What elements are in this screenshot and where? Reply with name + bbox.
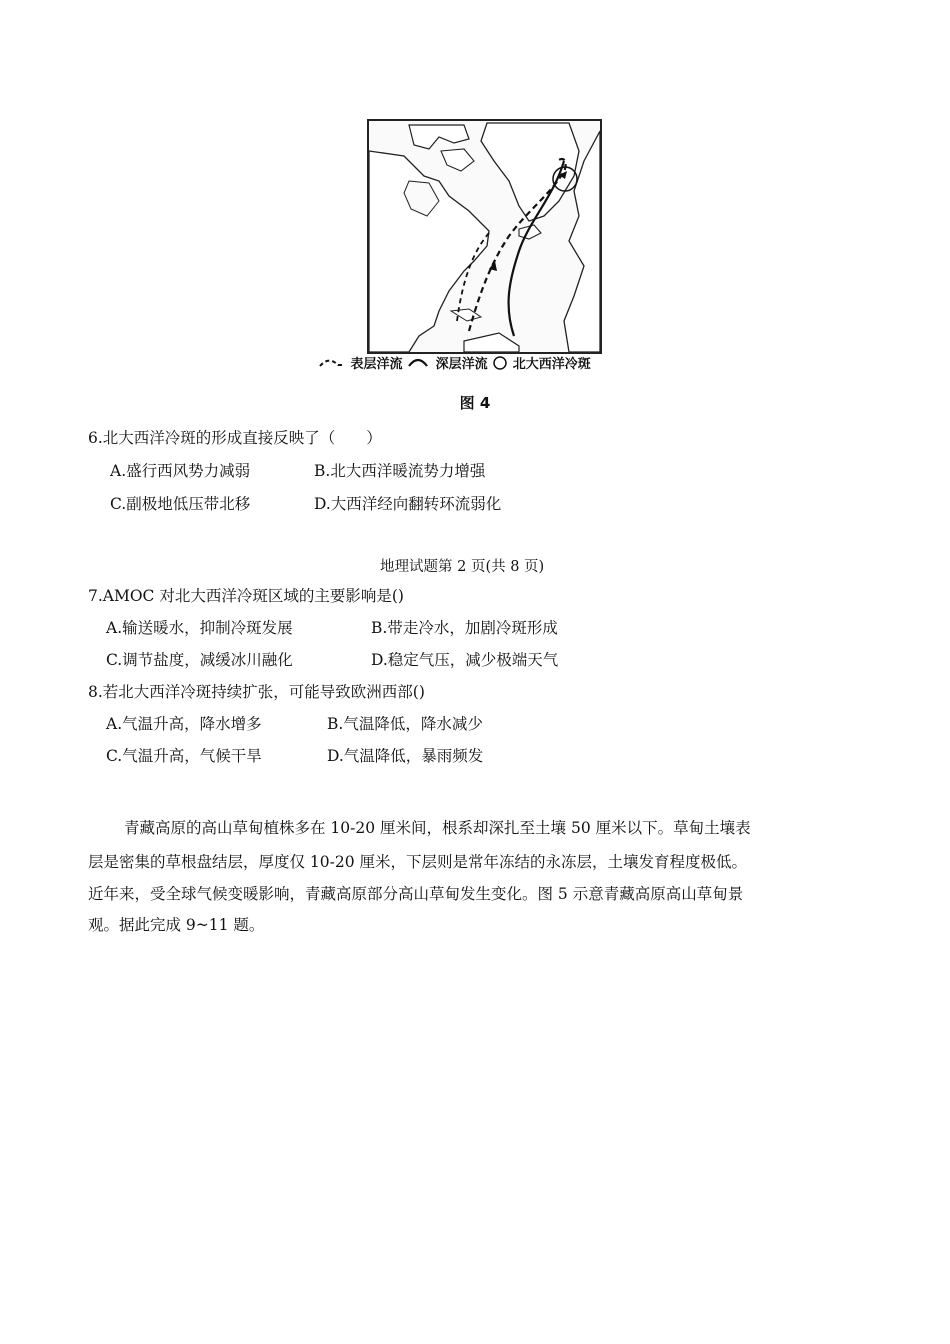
greenland-landmass: [481, 123, 579, 221]
question-7-option-d: D.稳定气压，减少极端天气: [371, 651, 559, 669]
question-6-stem: 6.北大西洋冷斑的形成直接反映了（ ）: [88, 429, 382, 447]
legend-cold-spot: 北大西洋冷斑: [512, 357, 591, 372]
question-8-option-a: A.气温升高，降水增多: [106, 715, 262, 733]
passage-line-4: 观。据此完成 9~11 题。: [88, 916, 265, 934]
question-6-option-a: A.盛行西风势力减弱: [110, 462, 251, 480]
question-7-stem: 7.AMOC 对北大西洋冷斑区域的主要影响是(): [88, 587, 404, 605]
ocean-current-map: [367, 119, 602, 354]
deep-current-legend-icon: [407, 357, 431, 369]
question-7-option-b: B.带走冷水，加剧冷斑形成: [371, 619, 558, 637]
passage-line-2: 层是密集的草根盘结层，厚度仅 10-20 厘米，下层则是常年冻结的永冻层，土壤发育程度极低。: [88, 853, 748, 871]
cold-spot-legend-icon: [492, 356, 508, 370]
question-8-option-d: D.气温降低，暴雨频发: [327, 747, 484, 765]
figure-caption: 图 4: [459, 394, 491, 412]
page-footer: 地理试题第 2 页(共 8 页): [380, 559, 545, 575]
surface-current-legend-icon: [318, 357, 346, 369]
north-america-landmass: [369, 151, 489, 352]
question-7-option-c: C.调节盐度，减缓冰川融化: [106, 651, 293, 669]
question-7-option-a: A.输送暖水，抑制冷斑发展: [106, 619, 293, 637]
map-drawing: [369, 121, 600, 352]
legend-deep-current: 深层洋流: [435, 357, 488, 372]
map-legend: [318, 353, 638, 373]
caribbean-islands: [451, 309, 481, 321]
passage-line-1: 青藏高原的高山草甸植株多在 10-20 厘米间，根系却深扎至土壤 50 厘米以下。草甸土壤表: [124, 819, 751, 837]
legend-surface-current: 表层洋流: [350, 357, 403, 372]
arctic-islands: [409, 125, 469, 149]
question-6-option-b: B.北大西洋暖流势力增强: [314, 462, 486, 480]
question-6-option-c: C.副极地低压带北移: [110, 495, 251, 513]
question-8-stem: 8.若北大西洋冷斑持续扩张，可能导致欧洲西部(): [88, 683, 425, 701]
question-8-option-c: C.气温升高，气候干旱: [106, 747, 262, 765]
question-8-option-b: B.气温降低，降水减少: [327, 715, 483, 733]
south-america-landmass: [464, 333, 519, 352]
passage-line-3: 近年来，受全球气候变暖影响，青藏高原部分高山草甸发生变化。图 5 示意青藏高原高山草甸景: [88, 885, 744, 903]
question-6-option-d: D.大西洋经向翻转环流弱化: [314, 495, 502, 513]
